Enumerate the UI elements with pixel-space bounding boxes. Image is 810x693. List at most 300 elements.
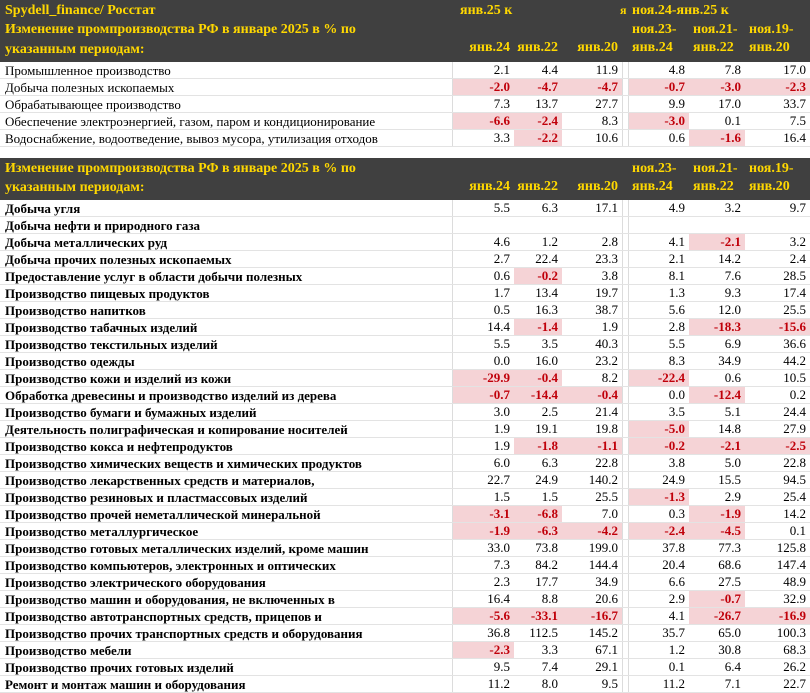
column-divider — [452, 506, 453, 522]
row-label: Производство компьютеров, электронных и оптических — [5, 558, 336, 573]
table-cell: -2.5 — [745, 438, 810, 454]
row-label: Производство напитков — [5, 303, 146, 318]
table-row — [0, 113, 810, 130]
column-header-line1 — [514, 22, 562, 40]
column-divider — [452, 489, 453, 505]
column-divider — [628, 234, 629, 250]
column-divider — [628, 659, 629, 675]
table-cell: 12.0 — [718, 302, 741, 317]
row-label: Производство табачных изделий — [5, 320, 198, 335]
table-cell: 19.8 — [595, 421, 618, 436]
table-cell: 3.2 — [789, 234, 806, 249]
table-cell: 19.1 — [535, 421, 558, 436]
column-header-line1: ноя.23- — [632, 161, 677, 176]
column-header-line1: ноя.19- — [749, 161, 794, 176]
column-header-line1: ноя.19- — [749, 22, 794, 37]
table-cell: 16.4 — [487, 591, 510, 606]
column-divider — [628, 302, 629, 318]
table-cell: 20.6 — [595, 591, 618, 606]
table-cell: 7.6 — [724, 268, 741, 283]
row-label: Производство металлургическое — [5, 524, 199, 539]
table-cell: -3.1 — [452, 506, 514, 522]
column-divider — [628, 676, 629, 692]
column-divider — [452, 387, 453, 403]
table-cell: 44.2 — [783, 353, 806, 368]
column-header-line2: янв.24 — [469, 179, 510, 194]
row-label: Ремонт и монтаж машин и оборудования — [5, 677, 246, 692]
table-cell: 19.7 — [595, 285, 618, 300]
table-cell: 36.8 — [487, 625, 510, 640]
table-cell: 3.5 — [541, 336, 558, 351]
column-divider — [452, 285, 453, 301]
column-divider — [622, 268, 623, 284]
table-cell: -2.1 — [689, 234, 745, 250]
table-cell: 23.2 — [595, 353, 618, 368]
table-cell: -1.4 — [514, 319, 562, 335]
table-cell: 0.1 — [724, 113, 741, 128]
column-divider — [628, 574, 629, 590]
table-cell: 27.5 — [718, 574, 741, 589]
table-row — [0, 302, 810, 319]
column-header-line2: янв.22 — [693, 179, 734, 194]
column-header — [514, 22, 562, 56]
table-cell: 0.6 — [668, 130, 685, 145]
table-cell: 5.0 — [724, 455, 741, 470]
table-row — [0, 387, 810, 404]
table-body — [0, 62, 810, 147]
column-header — [745, 22, 810, 56]
table-cell: 2.9 — [668, 591, 685, 606]
table-cell — [628, 217, 689, 233]
table-cell: 23.3 — [595, 251, 618, 266]
table-cell: 0.1 — [789, 523, 806, 538]
column-divider — [622, 251, 623, 267]
table-cell: 7.8 — [724, 62, 741, 77]
table-cell — [689, 217, 745, 233]
column-divider — [622, 676, 623, 692]
table-cell: 68.3 — [783, 642, 806, 657]
table-title-line2: указанным периодам: — [5, 180, 145, 195]
table-cell: 5.5 — [493, 336, 510, 351]
table-row — [0, 217, 810, 234]
table-header — [0, 0, 810, 62]
table-cell: 1.9 — [493, 438, 510, 453]
column-divider — [622, 421, 623, 437]
table-cell: 3.5 — [668, 404, 685, 419]
row-label: Производство одежды — [5, 354, 135, 369]
row-label: Обрабатывающее производство — [5, 97, 181, 112]
table-cell: -26.7 — [689, 608, 745, 624]
table-cell: 22.7 — [487, 472, 510, 487]
table-cell: 33.7 — [783, 96, 806, 111]
table-row — [0, 130, 810, 147]
column-divider — [622, 234, 623, 250]
table-cell: 24.9 — [535, 472, 558, 487]
table-row — [0, 79, 810, 96]
table-cell: 1.2 — [541, 234, 558, 249]
table-cell — [514, 217, 562, 233]
row-label: Производство текстильных изделий — [5, 337, 218, 352]
table-cell: 32.9 — [783, 591, 806, 606]
table-cell: 7.1 — [724, 676, 741, 691]
table-cell: 125.8 — [776, 540, 806, 555]
table-cell: -4.7 — [562, 79, 622, 95]
table-row — [0, 472, 810, 489]
table-cell: -3.0 — [628, 113, 689, 129]
column-divider — [622, 625, 623, 641]
column-header-line2: янв.22 — [517, 179, 558, 194]
column-divider — [622, 557, 623, 573]
table-cell: 2.4 — [789, 251, 806, 266]
column-divider — [622, 336, 623, 352]
table-cell: 8.1 — [668, 268, 685, 283]
table-cell: 9.7 — [789, 200, 806, 215]
row-label: Производство резиновых и пластмассовых изделий — [5, 490, 308, 505]
column-divider — [452, 217, 453, 233]
table-cell: 24.9 — [662, 472, 685, 487]
table-cell: 3.8 — [601, 268, 618, 283]
column-header — [745, 161, 810, 195]
table-cell: 5.6 — [668, 302, 685, 317]
table-cell: 1.2 — [668, 642, 685, 657]
table-cell: 8.8 — [541, 591, 558, 606]
column-divider — [622, 608, 623, 624]
table-cell: 6.0 — [493, 455, 510, 470]
column-divider — [452, 421, 453, 437]
table-cell: 9.3 — [724, 285, 741, 300]
table-cell: -6.6 — [452, 113, 514, 129]
table-cell: -12.4 — [689, 387, 745, 403]
table-cell: 7.3 — [493, 96, 510, 111]
table-cell: 7.4 — [541, 659, 558, 674]
table-cell: -0.4 — [562, 387, 622, 403]
table-row — [0, 676, 810, 693]
table-cell: 7.5 — [789, 113, 806, 128]
table-cell: -16.9 — [745, 608, 810, 624]
column-divider — [622, 200, 623, 216]
table-row — [0, 608, 810, 625]
table-cell: 0.1 — [668, 659, 685, 674]
column-divider — [452, 608, 453, 624]
column-header-line1 — [562, 161, 622, 179]
table-cell: 9.5 — [601, 676, 618, 691]
column-divider — [622, 642, 623, 658]
row-label: Добыча нефти и природного газа — [5, 218, 201, 233]
table-cell: -22.4 — [628, 370, 689, 386]
column-divider — [622, 302, 623, 318]
column-divider — [452, 251, 453, 267]
table-cell: -4.7 — [514, 79, 562, 95]
table-cell: -1.8 — [514, 438, 562, 454]
table-cell: 16.4 — [783, 130, 806, 145]
table-cell: 21.4 — [595, 404, 618, 419]
column-divider — [452, 319, 453, 335]
table-cell: -0.2 — [514, 268, 562, 284]
table-cell: 5.5 — [493, 200, 510, 215]
table-cell: 6.3 — [541, 200, 558, 215]
column-divider — [628, 540, 629, 556]
table-cell: 24.4 — [783, 404, 806, 419]
table-cell: 2.3 — [493, 574, 510, 589]
source-label: Spydell_finance/ Росстат — [5, 3, 156, 18]
column-divider — [628, 506, 629, 522]
table-cell: 17.4 — [783, 285, 806, 300]
table-cell: 67.1 — [595, 642, 618, 657]
column-divider — [452, 540, 453, 556]
table-cell: -2.1 — [689, 438, 745, 454]
column-divider — [622, 113, 623, 129]
row-label: Добыча металлических руд — [5, 235, 168, 250]
column-divider — [628, 387, 629, 403]
column-header — [689, 22, 745, 56]
column-divider — [622, 62, 623, 78]
column-divider — [628, 438, 629, 454]
table-cell: 14.2 — [718, 251, 741, 266]
table-row — [0, 268, 810, 285]
table-row — [0, 319, 810, 336]
column-divider — [622, 387, 623, 403]
column-header-line2: янв.20 — [749, 40, 790, 55]
row-label: Производство пищевых продуктов — [5, 286, 210, 301]
row-label: Добыча полезных ископаемых — [5, 80, 175, 95]
table-cell: 14.2 — [783, 506, 806, 521]
column-divider — [452, 523, 453, 539]
table-cell: -1.1 — [562, 438, 622, 454]
table-cell: 17.7 — [535, 574, 558, 589]
table-cell: -33.1 — [514, 608, 562, 624]
table-cell: 0.6 — [493, 268, 510, 283]
group-label-mark: я — [620, 3, 627, 17]
table-cell: 100.3 — [776, 625, 806, 640]
table-cell: 4.4 — [541, 62, 558, 77]
row-label: Обеспечение электроэнергией, газом, паром и кондиционирование — [5, 114, 376, 129]
table-cell: 16.0 — [535, 353, 558, 368]
table-cell: 10.5 — [783, 370, 806, 385]
table-cell: 6.9 — [724, 336, 741, 351]
table-row — [0, 455, 810, 472]
table-cell: -0.2 — [628, 438, 689, 454]
column-divider — [452, 642, 453, 658]
column-divider — [628, 557, 629, 573]
column-divider — [628, 370, 629, 386]
table-cell: 48.9 — [783, 574, 806, 589]
column-divider — [452, 79, 453, 95]
table-cell: 14.8 — [718, 421, 741, 436]
table-row — [0, 336, 810, 353]
table-row — [0, 234, 810, 251]
table-cell: -0.7 — [452, 387, 514, 403]
table-cell: 7.0 — [601, 506, 618, 521]
table-cell: 4.1 — [668, 608, 685, 623]
table-cell: -2.3 — [745, 79, 810, 95]
table-cell: 22.8 — [595, 455, 618, 470]
column-divider — [628, 79, 629, 95]
table-cell: 17.0 — [718, 96, 741, 111]
table-row — [0, 285, 810, 302]
column-divider — [622, 130, 623, 146]
column-header-line2: янв.20 — [577, 40, 618, 55]
table-cell: 8.2 — [601, 370, 618, 385]
column-divider — [628, 642, 629, 658]
row-label: Производство прочих готовых изделий — [5, 660, 234, 675]
table-cell: -0.7 — [628, 79, 689, 95]
column-divider — [452, 438, 453, 454]
table-cell: 4.6 — [493, 234, 510, 249]
table-cell: 22.4 — [535, 251, 558, 266]
column-divider — [628, 455, 629, 471]
table-cell: 37.8 — [662, 540, 685, 555]
column-divider — [628, 96, 629, 112]
table-cell: -18.3 — [689, 319, 745, 335]
table-cell: 11.2 — [662, 676, 685, 691]
column-divider — [622, 489, 623, 505]
table-cell: 28.5 — [783, 268, 806, 283]
table-cell: -1.9 — [689, 506, 745, 522]
table-cell: 65.0 — [718, 625, 741, 640]
table-row — [0, 353, 810, 370]
table-cell: 14.4 — [487, 319, 510, 334]
column-divider — [628, 285, 629, 301]
table-cell: -2.4 — [628, 523, 689, 539]
table-cell: 16.3 — [535, 302, 558, 317]
column-header-line2: янв.24 — [632, 40, 673, 55]
row-label: Производство электрического оборудования — [5, 575, 266, 590]
column-divider — [622, 540, 623, 556]
group-label-jan25: янв.25 к — [460, 3, 513, 18]
column-divider — [452, 336, 453, 352]
column-divider — [452, 659, 453, 675]
table-cell: 1.9 — [601, 319, 618, 334]
table-cell: 1.3 — [668, 285, 685, 300]
column-header-line1 — [514, 161, 562, 179]
table-cell: 38.7 — [595, 302, 618, 317]
column-divider — [622, 472, 623, 488]
table-title-line1: Изменение промпроизводства РФ в январе 2025 в % по — [5, 161, 356, 176]
table-cell: 0.5 — [493, 302, 510, 317]
table-cell: -2.4 — [514, 113, 562, 129]
column-divider — [622, 285, 623, 301]
table-cell: 4.1 — [668, 234, 685, 249]
column-header — [452, 161, 514, 195]
column-divider — [452, 404, 453, 420]
table-cell: -5.6 — [452, 608, 514, 624]
column-divider — [628, 113, 629, 129]
table-cell: 3.3 — [541, 642, 558, 657]
table-cell: -2.2 — [514, 130, 562, 146]
table-cell: 33.0 — [487, 540, 510, 555]
table-cell: 8.0 — [541, 676, 558, 691]
table-cell: 25.5 — [783, 302, 806, 317]
table-row — [0, 574, 810, 591]
table-cell: 6.3 — [541, 455, 558, 470]
column-divider — [622, 96, 623, 112]
table-cell: 11.2 — [487, 676, 510, 691]
column-header — [562, 22, 622, 56]
table-cell: -0.7 — [689, 591, 745, 607]
column-header-line1 — [452, 22, 514, 40]
column-divider — [452, 676, 453, 692]
table-row — [0, 370, 810, 387]
table-cell: 10.6 — [595, 130, 618, 145]
table-cell: 26.2 — [783, 659, 806, 674]
table-cell: 1.5 — [541, 489, 558, 504]
table-cell: 2.5 — [541, 404, 558, 419]
table-cell: 0.0 — [493, 353, 510, 368]
table-cell: 36.6 — [783, 336, 806, 351]
column-divider — [622, 370, 623, 386]
table-cell: 40.3 — [595, 336, 618, 351]
table-cell: 8.3 — [601, 113, 618, 128]
table-cell: 4.9 — [668, 200, 685, 215]
row-label: Производство машин и оборудования, не включенных в — [5, 592, 335, 607]
table-cell: 3.0 — [493, 404, 510, 419]
table-cell: 27.7 — [595, 96, 618, 111]
column-divider — [628, 251, 629, 267]
column-divider — [452, 591, 453, 607]
table-cell: 6.6 — [668, 574, 685, 589]
table-row — [0, 62, 810, 79]
column-header-line1: ноя.21- — [693, 161, 738, 176]
table-cell: -6.8 — [514, 506, 562, 522]
column-header-line2: янв.22 — [693, 40, 734, 55]
table-cell: 29.1 — [595, 659, 618, 674]
row-label: Производство кокса и нефтепродуктов — [5, 439, 233, 454]
table-cell: -4.5 — [689, 523, 745, 539]
table-cell: 145.2 — [588, 625, 618, 640]
row-label: Производство лекарственных средств и материалов, — [5, 473, 315, 488]
table-cell: 34.9 — [718, 353, 741, 368]
table-row — [0, 642, 810, 659]
table-cell: 0.3 — [668, 506, 685, 521]
table-cell: 3.3 — [493, 130, 510, 145]
table-cell: 1.9 — [493, 421, 510, 436]
table-cell: 2.9 — [724, 489, 741, 504]
table-row — [0, 625, 810, 642]
column-divider — [452, 353, 453, 369]
column-divider — [628, 523, 629, 539]
table-cell: 147.4 — [776, 557, 806, 572]
table-cell: 17.0 — [783, 62, 806, 77]
group-label-nov-jan: ноя.24-янв.25 к — [632, 3, 729, 18]
table-cell: 7.3 — [493, 557, 510, 572]
column-divider — [452, 200, 453, 216]
column-divider — [452, 96, 453, 112]
table-cell: -0.4 — [514, 370, 562, 386]
table-cell: 11.9 — [595, 62, 618, 77]
table-cell: -2.3 — [452, 642, 514, 658]
column-divider — [622, 79, 623, 95]
column-header — [452, 22, 514, 56]
column-divider — [452, 113, 453, 129]
table-row — [0, 489, 810, 506]
table-cell: 5.5 — [668, 336, 685, 351]
column-divider — [628, 591, 629, 607]
table-cell: -14.4 — [514, 387, 562, 403]
table-row — [0, 251, 810, 268]
row-label: Производство бумаги и бумажных изделий — [5, 405, 257, 420]
table-cell: 25.5 — [595, 489, 618, 504]
column-header-line2: янв.22 — [517, 40, 558, 55]
table-cell: 27.9 — [783, 421, 806, 436]
table-cell: 94.5 — [783, 472, 806, 487]
column-header — [689, 161, 745, 195]
table-row — [0, 438, 810, 455]
column-divider — [628, 353, 629, 369]
table-cell: 0.2 — [789, 387, 806, 402]
table-cell: 2.1 — [668, 251, 685, 266]
table-cell: 84.2 — [535, 557, 558, 572]
row-label: Добыча прочих полезных ископаемых — [5, 252, 232, 267]
